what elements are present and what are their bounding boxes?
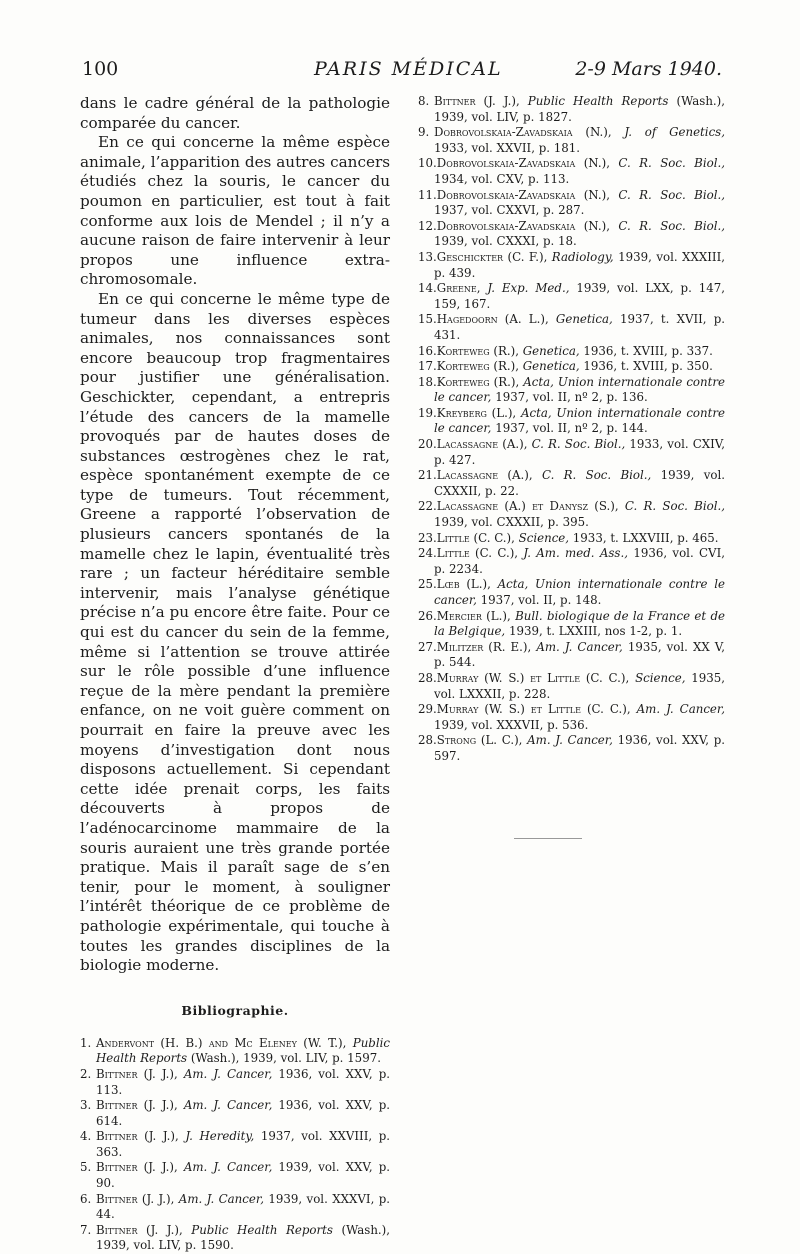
reference-details: 1936, t. XVIII, p. 337. [583, 343, 713, 358]
bibliography-entry [418, 640, 725, 671]
reference-journal: J. of Genetics, [624, 125, 725, 140]
reference-author: Bittner (J. J.), [96, 1098, 178, 1113]
reference-details: 1939, vol. XXV, p. 90. [96, 1160, 391, 1191]
bibliography-entry [418, 281, 725, 312]
bibliography-entry [418, 702, 725, 733]
body-paragraph: dans le cadre général de la pathologie comparée du cancer. [80, 94, 390, 132]
bibliography-entry [418, 733, 725, 764]
left-column [80, 94, 390, 1254]
reference-author: Korteweg (R.), [436, 374, 520, 389]
reference-journal: Am. J. Cancer, [183, 1160, 273, 1175]
reference-details: 1937, vol. II, p. 148. [480, 593, 602, 607]
reference-journal: Bull. biologique de la France et de la Belgique, [434, 608, 725, 639]
reference-number: 2. [80, 1066, 92, 1081]
reference-journal: Acta, Union internationale contre le cancer, [434, 374, 725, 405]
reference-author: Kreyberg (L.), [436, 405, 517, 420]
reference-number: 10. [418, 156, 437, 171]
bibliography-list-right [418, 94, 725, 765]
bibliography-entry [418, 406, 725, 437]
reference-author: Lacassagne (A.) et Danysz (S.), [436, 499, 619, 514]
reference-author: Lacassagne (A.), [436, 468, 533, 483]
bibliography-entry [418, 359, 725, 375]
reference-details: 1933, vol. CXIV, p. 427. [434, 437, 725, 467]
right-column [418, 94, 725, 839]
reference-journal: C. R. Soc. Biol., [541, 468, 652, 483]
bibliography-entry [418, 188, 725, 219]
bibliography-entry [418, 125, 725, 156]
reference-journal: Am. J. Cancer, [183, 1066, 273, 1081]
body-paragraph: En ce qui concerne le même type de tumeur dans les diverses espèces animales, nos connaissances sont encore beaucoup trop fragmentaires pour justifier une généralisation. Geschickter, cependant, a entrepris l’étude des cancers de la mamelle provoqués par de hautes doses de substances œstrogènes chez le rat, espèce spontanément exempte de ce type de tumeurs. Tout récemment, Greene a rapporté l’observation de plusieurs cancers spontanés de la mamelle chez le lapin, éventualité très rare ; un facteur héréditaire semble intervenir, mais l’analyse génétique précise n’a pu encore être faite. Pour ce qui est du cancer du sein de la femme, même si l’attention se trouve attirée sur le rôle possible d’une influence reçue de la mère pendant la première enfance, on ne voit guère comment on pourrait en faire la preuve avec les moyens d’investigation dont nous disposons actuellement. Si cependant cette idée prenait corps, les faits découverts à propos de l’adénocarcinome mammaire de la souris auraient une très grande portée pratique. Mais il paraît sage de s’en tenir, pour le moment, à souligner l’intérêt théorique de ce problème de pathologie expérimentale, qui touche à toutes les grandes disciplines de la biologie moderne. [80, 289, 390, 975]
reference-details: (Wash.), 1939, vol. LIV, p. 1827. [434, 94, 726, 124]
reference-journal: Radiology, [551, 249, 614, 264]
reference-details: 1933, vol. XXVII, p. 181. [434, 140, 581, 155]
reference-author: Andervont (H. B.) and Mc Eleney (W. T.), [96, 1035, 347, 1050]
bibliography-entry [418, 546, 725, 577]
reference-number: 19. [418, 405, 437, 420]
reference-author: Murray (W. S.) et Little (C. C.), [436, 670, 630, 685]
journal-title: PARIS MÉDICAL [314, 58, 503, 80]
reference-details: 1936, vol. XXV, p. 113. [96, 1066, 391, 1097]
reference-details: 1937, vol. II, nº 2, p. 144. [495, 421, 648, 436]
reference-details: 1937, vol. XXVIII, p. 363. [96, 1129, 390, 1159]
reference-journal: Am. J. Cancer, [178, 1191, 264, 1206]
bibliography-entry [418, 219, 725, 250]
reference-journal: Am. J. Cancer, [527, 733, 613, 748]
reference-author: Murray (W. S.) et Little (C. C.), [436, 702, 631, 717]
reference-number: 22. [418, 499, 437, 514]
reference-author: Little (C. C.), [436, 546, 519, 561]
reference-details: 1934, vol. CXV, p. 113. [434, 171, 570, 186]
bibliography-entry [418, 671, 725, 702]
reference-number: 28. [418, 733, 437, 748]
issue-date: 2-9 Mars 1940. [575, 58, 722, 80]
reference-journal: Science, [518, 530, 570, 545]
reference-number: 28. [418, 670, 437, 685]
bibliography-entry [80, 1036, 390, 1067]
reference-journal: Genetica, [522, 343, 580, 358]
reference-number: 24. [418, 546, 437, 561]
reference-journal: Public Health Reports [191, 1222, 333, 1237]
reference-number: 17. [418, 359, 437, 374]
page-header [82, 58, 722, 86]
reference-author: Korteweg (R.), [436, 343, 519, 358]
reference-author: Lacassagne (A.), [436, 437, 528, 452]
bibliography-entry [418, 577, 725, 608]
reference-author: Lœb (L.), [436, 577, 491, 592]
reference-journal: Public Health Reports [527, 94, 669, 108]
reference-author: Greene, [436, 281, 481, 296]
reference-details: 1939, vol. CXXXI, p. 18. [434, 234, 577, 249]
reference-details: 1937, vol. II, nº 2, p. 136. [495, 390, 648, 405]
bibliography-entry [418, 437, 725, 468]
bibliography-entry [418, 468, 725, 499]
reference-journal: C. R. Soc. Biol., [624, 499, 725, 514]
reference-journal: Am. J. Cancer, [536, 639, 623, 654]
reference-details: 1936, vol. CVI, p. 2234. [434, 546, 725, 576]
reference-details: 1939, t. LXXIII, nos 1-2, p. 1. [508, 624, 683, 639]
bibliography-entry [418, 156, 725, 187]
reference-author: Bittner (J. J.), [96, 1129, 179, 1144]
reference-author: Bittner (J. J.), [434, 94, 520, 108]
reference-author: Dobrovolskaia-Zavadskaia (N.), [436, 187, 610, 202]
reference-details: 1935, vol. XX V, p. 544. [434, 639, 726, 670]
reference-journal: C. R. Soc. Biol., [618, 156, 725, 171]
reference-number: 13. [418, 249, 437, 264]
reference-journal: J. Am. med. Ass., [523, 546, 628, 561]
reference-number: 16. [418, 343, 437, 358]
bibliography-entry [418, 250, 725, 281]
reference-journal: J. Heredity, [185, 1129, 255, 1144]
reference-journal: Acta, Union internationale contre le cancer, [434, 405, 725, 436]
page-number: 100 [82, 58, 119, 80]
reference-number: 4. [80, 1129, 92, 1144]
reference-details: 1939, vol. CXXXII, p. 395. [434, 515, 589, 530]
bibliography-entry [418, 499, 725, 530]
reference-number: 8. [418, 94, 430, 108]
bibliography-entry [418, 375, 725, 406]
reference-number: 25. [418, 577, 437, 592]
bibliography-entry [80, 1223, 390, 1254]
reference-number: 11. [418, 187, 437, 202]
bibliography-entry [80, 1098, 390, 1129]
reference-details: 1939, vol. XXXVII, p. 536. [434, 717, 589, 732]
reference-journal: C. R. Soc. Biol., [618, 218, 725, 233]
bibliography-entry [80, 1192, 390, 1223]
reference-details: 1937, t. XVII, p. 431. [434, 312, 726, 342]
reference-author: Militzer (R. E.), [436, 639, 532, 654]
reference-journal: Genetica, [555, 312, 613, 327]
reference-details: 1939, vol. XXXIII, p. 439. [434, 249, 725, 280]
reference-author: Bittner (J. J.), [96, 1160, 178, 1175]
reference-number: 3. [80, 1098, 92, 1113]
reference-journal: Public Health Reports [96, 1035, 390, 1066]
bibliography-entry [418, 344, 725, 360]
reference-author: Mercier (L.), [436, 608, 511, 623]
body-paragraph: En ce qui concerne la même espèce animale, l’apparition des autres cancers étudiés chez la souris, le cancer du poumon en particulier, est tout à fait conforme aux lois de Mendel ; il n’y a aucune raison de faire intervenir à leur propos une influence extra-chromosomale. [80, 133, 390, 289]
reference-author: Dobrovolskaia-Zavadskaia (N.), [436, 156, 610, 171]
reference-details: 1939, vol. CXXXII, p. 22. [434, 468, 726, 498]
reference-author: Bittner (J. J.), [96, 1191, 175, 1206]
bibliography-heading: Bibliographie. [181, 1002, 289, 1018]
reference-details: 1939, vol. LXX, p. 147, 159, 167. [434, 281, 725, 311]
reference-journal: Genetica, [522, 359, 580, 374]
reference-number: 26. [418, 608, 437, 623]
reference-number: 6. [80, 1191, 92, 1206]
reference-author: Strong (L. C.), [436, 733, 523, 748]
reference-journal: Science, [635, 670, 686, 685]
reference-author: Geschickter (C. F.), [436, 249, 548, 264]
reference-number: 27. [418, 639, 437, 654]
bibliography-entry [418, 312, 725, 343]
reference-journal: C. R. Soc. Biol., [531, 437, 626, 452]
bibliography-entry [418, 609, 725, 640]
reference-number: 23. [418, 530, 437, 545]
reference-details: 1937, vol. CXXVI, p. 287. [434, 203, 585, 218]
reference-details: 1936, t. XVIII, p. 350. [583, 359, 713, 374]
reference-number: 7. [80, 1222, 92, 1237]
reference-journal: J. Exp. Med., [487, 281, 570, 296]
bibliography-entry [80, 1129, 390, 1160]
reference-details: 1935, vol. LXXXII, p. 228. [434, 670, 726, 701]
reference-journal: Am. J. Cancer, [636, 702, 726, 717]
bibliography-entry [418, 94, 725, 125]
reference-journal: Am. J. Cancer, [183, 1098, 273, 1113]
reference-number: 21. [418, 468, 437, 483]
reference-details: 1939, vol. XXXVI, p. 44. [96, 1191, 391, 1222]
reference-number: 20. [418, 437, 437, 452]
bibliography-list-left [80, 1036, 390, 1254]
reference-details: 1936, vol. XXV, p. 597. [434, 733, 726, 763]
reference-number: 9. [418, 125, 430, 140]
reference-number: 14. [418, 281, 437, 296]
bibliography-entry [418, 531, 725, 547]
reference-author: Hagedoorn (A. L.), [436, 312, 549, 327]
reference-details: (Wash.), 1939, vol. LIV, p. 1590. [96, 1222, 391, 1253]
bibliography-entry [80, 1067, 390, 1098]
reference-author: Little (C. C.), [436, 530, 515, 545]
reference-number: 5. [80, 1160, 92, 1175]
section-divider [514, 838, 582, 839]
reference-author: Dobrovolskaia-Zavadskaia (N.), [436, 218, 610, 233]
reference-journal: Acta, Union internationale contre le cancer, [434, 577, 726, 607]
reference-author: Bittner (J. J.), [96, 1222, 183, 1237]
reference-number: 18. [418, 374, 437, 389]
reference-details: (Wash.), 1939, vol. LIV, p. 1597. [190, 1051, 381, 1066]
reference-details: 1933, t. LXXVIII, p. 465. [572, 530, 719, 545]
reference-author: Bittner (J. J.), [96, 1066, 178, 1081]
reference-number: 15. [418, 312, 437, 327]
reference-author: Dobrovolskaia-Zavadskaia (N.), [434, 125, 612, 140]
reference-number: 12. [418, 218, 437, 233]
reference-number: 29. [418, 702, 437, 717]
reference-number: 1. [80, 1035, 92, 1050]
reference-journal: C. R. Soc. Biol., [618, 187, 725, 202]
reference-author: Korteweg (R.), [436, 359, 519, 374]
reference-details: 1936, vol. XXV, p. 614. [96, 1098, 391, 1128]
bibliography-entry [80, 1160, 390, 1191]
